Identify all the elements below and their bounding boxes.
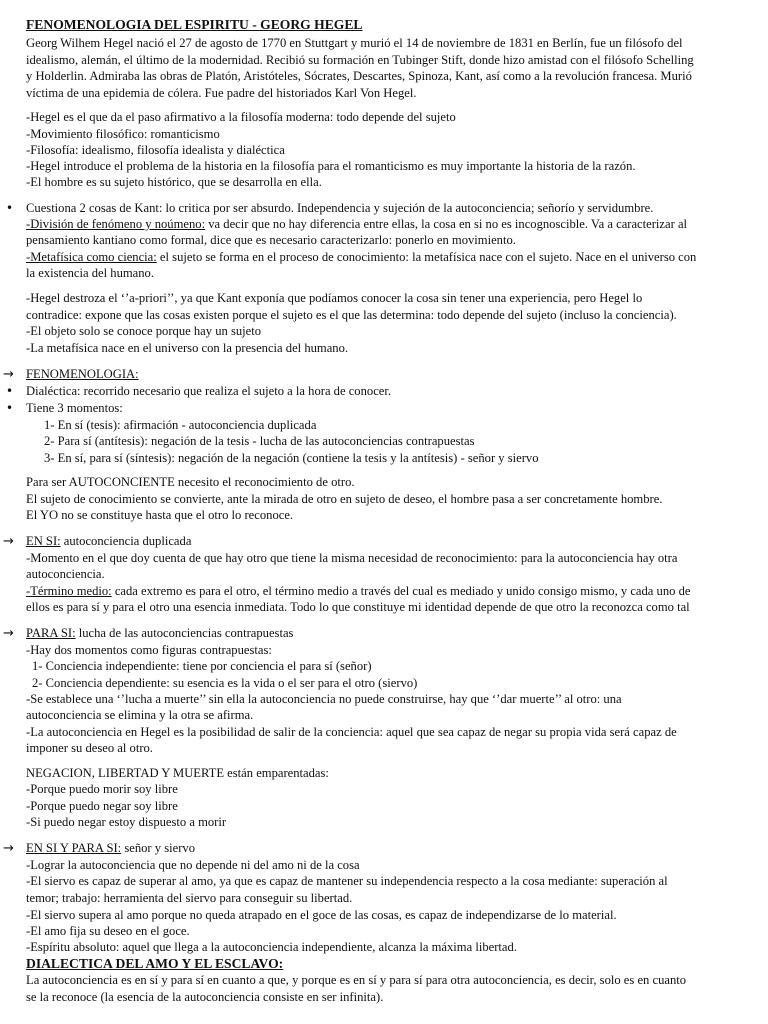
apriori-line: contradice: expone que las cosas existen porque el sujeto es el que las determina: todo depende del sujeto (incluso la conciencia). [26,308,677,322]
para-si-line: 1- Conciencia independiente: tiene por conciencia el para sí (señor) [32,659,372,673]
bullet-mark: • [6,201,14,215]
division-line [26,217,687,233]
intro-line: -El hombre es su sujeto histórico, que se desarrolla en ella. [26,175,322,189]
en-si-para-si-heading-line [26,841,195,857]
metafisica-text: el sujeto se forma en el proceso de conocimiento: la metafísica nace con el sujeto. Nace en el universo con [156,250,697,264]
bullet-mark: • [6,401,14,415]
apriori-line: -La metafísica nace en el universo con la presencia del humano. [26,341,349,355]
autoconciente-line: El YO no se constituye hasta que el otro lo reconoce. [26,508,294,522]
para-si-subtitle: lucha de las autoconciencias contrapuestas [75,626,294,640]
arrow-icon: → [3,626,14,641]
metafisica-term: -Metafísica como ciencia: [26,250,157,264]
negacion-line: -Porque puedo morir soy libre [26,782,178,796]
metafisica-line [26,250,696,266]
document-title: FENOMENOLOGIA DEL ESPIRITU - GEORG HEGEL [26,17,363,32]
para-si-line: autoconciencia se elimina y la otra se afirma. [26,708,254,722]
para-si-line: imponer su deseo al otro. [26,741,153,755]
en-si-heading: EN SI: [26,534,61,548]
en-si-para-si-line: -Espíritu absoluto: aquel que llega a la autoconciencia independiente, alcanza la máxima libertad. [26,940,517,954]
en-si-line: autoconciencia. [26,567,105,581]
intro-line: -Movimiento filosófico: romanticismo [26,127,220,141]
autoconciente-line: Para ser AUTOCONCIENTE necesito el reconocimiento de otro. [26,475,355,489]
metafisica-line-2: la existencia del humano. [26,266,154,280]
kant-critique: Cuestiona 2 cosas de Kant: lo critica por ser absurdo. Independencia y sujeción de la autoconciencia; señorío y servidumbre. [26,201,654,215]
dialectica-heading: DIALECTICA DEL AMO Y EL ESCLAVO: [26,956,284,971]
termino-medio-term: -Término medio: [26,584,112,598]
en-si-line: ellos es para sí y para el otro una esencia inmediata. Todo lo que constituye mi identidad depende de que otro la reconozca como tal [26,600,690,614]
division-text: va decir que no hay diferencia entre ellas, la cosa en si no es incognoscible. Va a caracterizar al [205,217,688,231]
para-si-line: -La autoconciencia en Hegel es la posibilidad de salir de la conciencia: aquel que sea capaz de negar su propia vida será capaz de [26,725,677,739]
en-si-line: -Momento en el que doy cuenta de que hay otro que tiene la misma necesidad de reconocimiento: para la autoconciencia hay otra [26,551,678,565]
momento-2: 2- Para sí (antítesis): negación de la tesis - lucha de las autoconciencias contrapuestas [44,434,475,448]
dialectica-line: La autoconciencia es en sí y para sí en cuanto a que, y porque es en sí y para sí para otra autoconciencia, es decir, solo es en cuanto [26,973,687,987]
division-line-2: pensamiento kantiano como formal, dice que es necesario caracterizarlo: ponerlo en movimiento. [26,233,516,247]
para-si-heading: PARA SI: [26,626,76,640]
arrow-icon: → [3,841,14,856]
en-si-para-si-line: -El siervo es capaz de superar al amo, ya que es capaz de mantener su independencia respecto a la cosa mediante: superación al [26,874,668,888]
fenomenologia-heading: FENOMENOLOGIA: [26,367,139,381]
apriori-line: -El objeto solo se conoce porque hay un sujeto [26,324,262,338]
negacion-line: -Si puedo negar estoy dispuesto a morir [26,815,227,829]
arrow-icon: → [3,534,14,549]
bullet-mark: • [6,384,14,398]
momento-1: 1- En sí (tesis): afirmación - autoconciencia duplicada [44,418,317,432]
dialectica-line: se la reconoce (la esencia de la autoconciencia consiste en ser infinita). [26,990,384,1004]
autoconciente-line: El sujeto de conocimiento se convierte, ante la mirada de otro en sujeto de deseo, el hombre pasa a ser concretamente hombre. [26,492,663,506]
en-si-para-si-line: -El amo fija su deseo en el goce. [26,924,190,938]
en-si-subtitle: autoconciencia duplicada [60,534,192,548]
en-si-para-si-subtitle: señor y siervo [121,841,195,855]
apriori-line: -Hegel destroza el ‘’a-priori’’, ya que Kant exponía que podíamos conocer la cosa sin tener una experiencia, pero Hegel lo [26,291,643,305]
negacion-line: -Porque puedo negar soy libre [26,799,178,813]
arrow-icon: → [3,367,14,382]
en-si-para-si-line: -Lograr la autoconciencia que no depende ni del amo ni de la cosa [26,858,360,872]
bio-line: Georg Wilhem Hegel nació el 27 de agosto de 1770 en Stuttgart y murió el 14 de noviembre de 1831 en Berlín, fue un filósofo del [26,36,683,50]
intro-line: -Hegel introduce el problema de la historia en la filosofía para el romanticismo es muy importante la historia de la razón. [26,159,636,173]
para-si-line: 2- Conciencia dependiente: su esencia es la vida o el ser para el otro (siervo) [32,676,418,690]
para-si-line: -Se establece una ‘’lucha a muerte’’ sin ella la autoconciencia no puede construirse, hay que ‘’dar muerte’’ al otro: una [26,692,622,706]
en-si-heading-line [26,534,191,550]
momentos-bullet: Tiene 3 momentos: [26,401,123,415]
bio-line: y Holderlin. Admiraba las obras de Platón, Aristóteles, Sócrates, Descartes, Spinoza, Kant, así como a la revolución francesa. Murió [26,69,692,83]
division-term: -División de fenómeno y noúmeno: [26,217,206,231]
momento-3: 3- En sí, para sí (síntesis): negación de la negación (contiene la tesis y la antítesis) - señor y siervo [44,451,539,465]
negacion-line: NEGACION, LIBERTAD Y MUERTE están emparentadas: [26,766,329,780]
para-si-line: -Hay dos momentos como figuras contrapuestas: [26,643,272,657]
intro-line: -Filosofía: idealismo, filosofía idealista y dialéctica [26,143,285,157]
en-si-para-si-heading: EN SI Y PARA SI: [26,841,122,855]
para-si-heading-line [26,626,293,642]
dialectica-bullet: Dialéctica: recorrido necesario que realiza el sujeto a la hora de conocer. [26,384,392,398]
bio-line: idealismo, alemán, el último de la modernidad. Recibió su formación en Tubinger Stift, donde hizo amistad con el filósofo Schelling [26,53,694,67]
bio-line: víctima de una epidemia de cólera. Fue padre del historiados Karl Von Hegel. [26,86,417,100]
termino-medio-line [26,584,690,600]
termino-medio-text: cada extremo es para el otro, el término medio a través del cual es mediado y unido consigo mismo, y cada uno de [111,584,691,598]
en-si-para-si-line: temor; trabajo: herramienta del siervo para conseguir su libertad. [26,891,353,905]
intro-line: -Hegel es el que da el paso afirmativo a la filosofía moderna: todo depende del sujeto [26,110,456,124]
en-si-para-si-line: -El siervo supera al amo porque no queda atrapado en el goce de las cosas, es capaz de independizarse de lo material. [26,908,617,922]
